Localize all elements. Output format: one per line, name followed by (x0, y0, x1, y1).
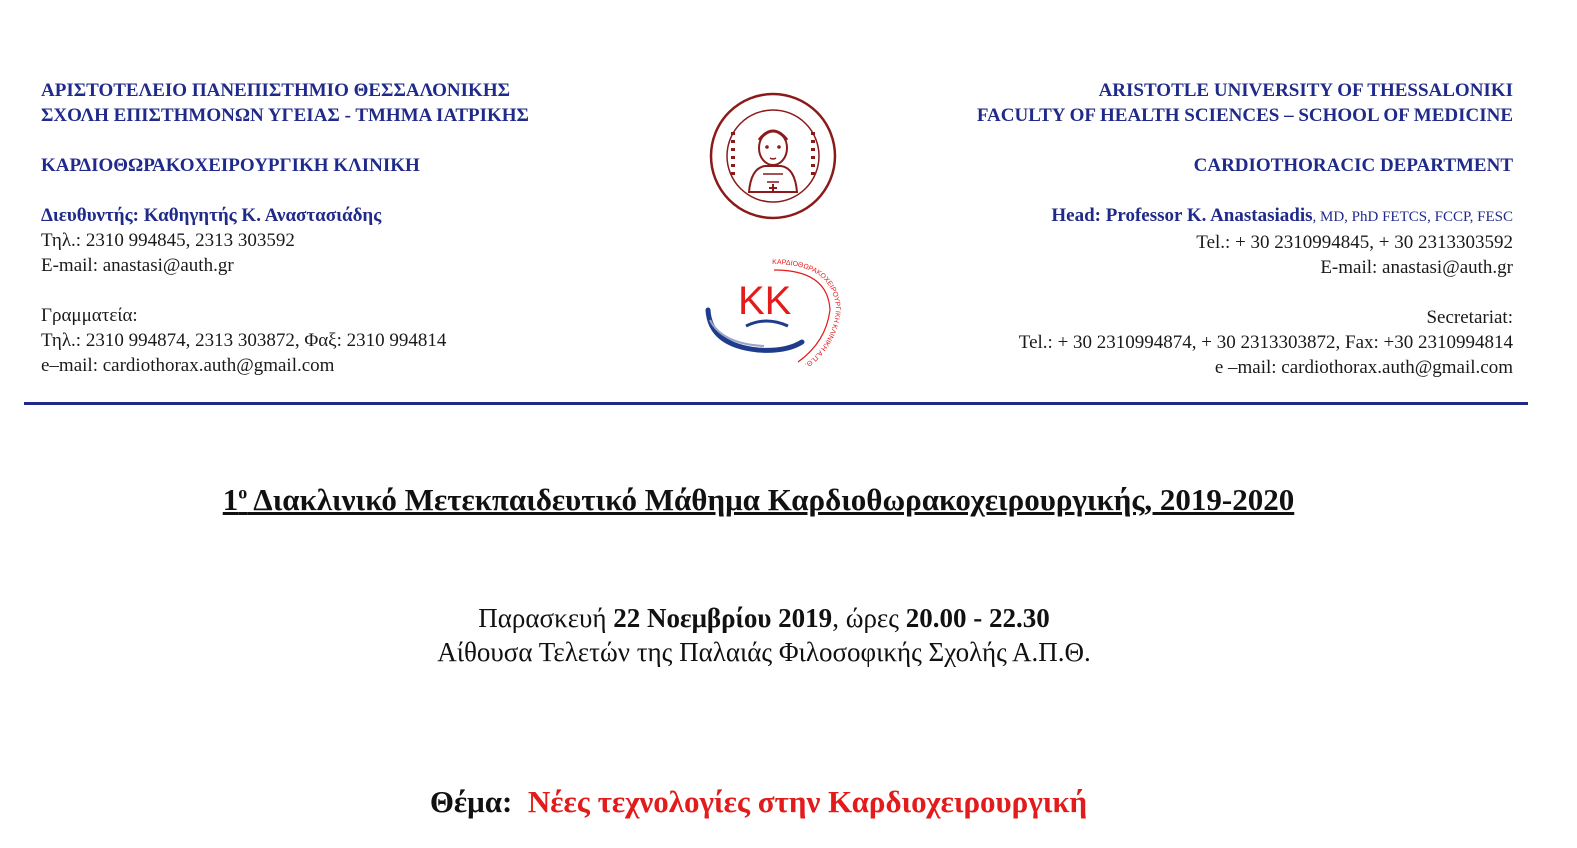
faculty-name-en: FACULTY OF HEALTH SCIENCES – SCHOOL OF MEDICINE (976, 105, 1513, 126)
phone-gr: Τηλ.: 2310 994845, 2313 303592 (41, 230, 295, 251)
header-right (833, 78, 1513, 380)
head-credentials: , MD, PhD FETCS, FCCP, FESC (1312, 209, 1513, 225)
department-name-en: CARDIOTHORACIC DEPARTMENT (1193, 155, 1513, 176)
event-datetime (0, 601, 1528, 635)
topic-value: Νέες τεχνολογίες στην Καρδιοχειρουργική (527, 784, 1088, 819)
topic-line (0, 784, 1517, 820)
title-superscript: ο (238, 482, 248, 503)
title-text: Διακλινικό Μετεκπαιδευτικό Μάθημα Καρδιοθωρακοχειρουργικής, 2019-2020 (247, 482, 1295, 517)
faculty-name-gr: ΣΧΟΛΗ ΕΠΙΣΤΗΜΟΝΩΝ ΥΓΕΙΑΣ - ΤΜΗΜΑ ΙΑΤΡΙΚΗΣ (41, 105, 529, 126)
email-en: E-mail: anastasi@auth.gr (1320, 257, 1513, 278)
kk-logo-text: ΚΚ (738, 279, 792, 323)
title-number: 1 (222, 482, 239, 517)
topic-label: Θέμα: (429, 784, 513, 819)
secretariat-label-gr: Γραμματεία: (41, 305, 138, 326)
event-day: Παρασκευή (478, 603, 614, 633)
event-time-label: , ώρες (832, 603, 906, 633)
event-venue: Αίθουσα Τελετών της Παλαιάς Φιλοσοφικής Σχολής Α.Π.Θ. (437, 637, 1091, 667)
email-gr: E-mail: anastasi@auth.gr (41, 255, 234, 276)
secretariat-email-gr: e–mail: cardiothorax.auth@gmail.com (41, 355, 335, 376)
header-divider (24, 402, 1528, 405)
event-info (0, 601, 1528, 669)
secretariat-phone-en: Tel.: + 30 2310994874, + 30 2313303872, Fax: +30 2310994814 (1018, 332, 1513, 353)
university-name-en: ARISTOTLE UNIVERSITY OF THESSALONIKI (1098, 80, 1513, 101)
logo-arc-text: ΚΑΡΔΙΟΘΩΡΑΚΟΧΕΙΡΟΥΡΓΙΚΗ ΚΛΙΝΙΚΗ Α.Π.Θ. (772, 258, 842, 369)
secretariat-label-en: Secretariat: (1426, 307, 1513, 328)
secretariat-email-en: e –mail: cardiothorax.auth@gmail.com (1214, 357, 1513, 378)
secretariat-phone-gr: Τηλ.: 2310 994874, 2313 303872, Φαξ: 2310 994814 (41, 330, 447, 351)
clinic-kk-logo-icon (702, 250, 842, 370)
head-gr: Διευθυντής: Καθηγητής Κ. Αναστασιάδης (41, 205, 382, 226)
university-seal-icon (709, 92, 837, 220)
department-name-gr: ΚΑΡΔΙΟΘΩΡΑΚΟΧΕΙΡΟΥΡΓΙΚΗ ΚΛΙΝΙΚΗ (41, 155, 420, 176)
header-left (41, 78, 691, 378)
event-date: 22 Νοεμβρίου 2019 (613, 603, 833, 633)
course-title (0, 482, 1517, 518)
event-time: 20.00 - 22.30 (905, 603, 1050, 633)
phone-en: Tel.: + 30 2310994845, + 30 2313303592 (1196, 232, 1513, 253)
head-en: Head: Professor K. Anastasiadis (1051, 205, 1313, 226)
university-name-gr: ΑΡΙΣΤΟΤΕΛΕΙΟ ΠΑΝΕΠΙΣΤΗΜΙΟ ΘΕΣΣΑΛΟΝΙΚΗΣ (41, 80, 511, 101)
head-en-line (833, 203, 1513, 230)
